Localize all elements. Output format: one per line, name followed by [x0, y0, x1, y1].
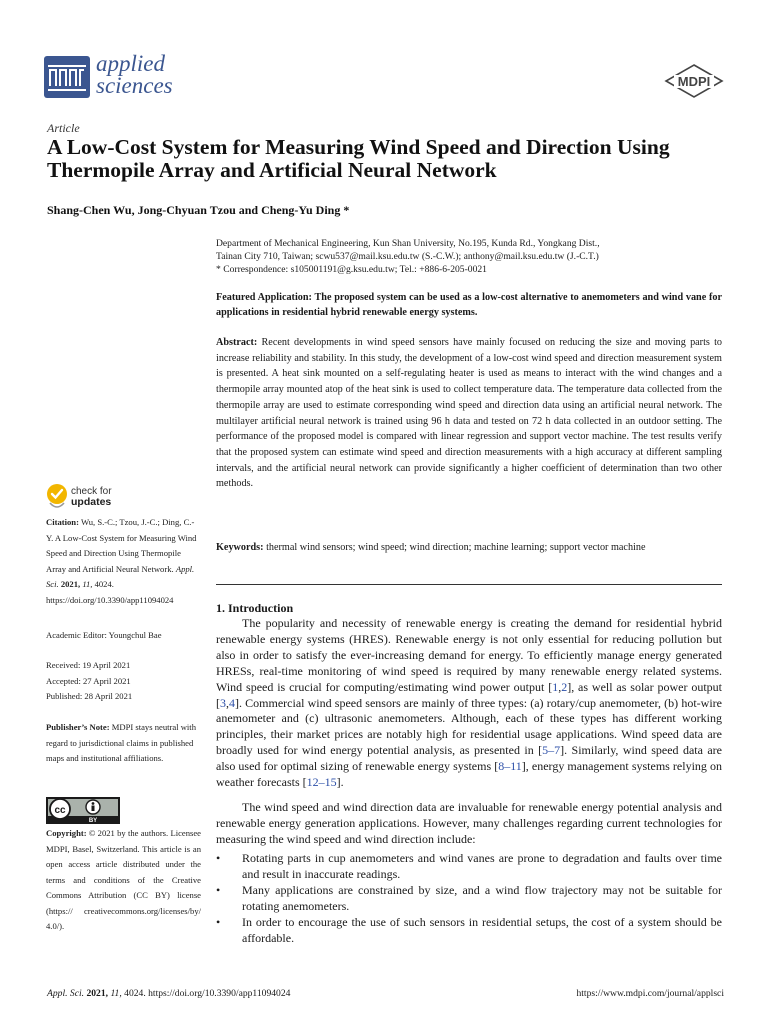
- intro-paragraph-1: [216, 616, 722, 791]
- abstract-text: Recent developments in wind speed sensors have mainly focused on reducing the size and moving parts to increase reliability and stability. In this study, the development of a low-cost wind speed and direction measurement system is presented. A heat sink mounted on a self-regulating heater is used as means to interact with the wind changes and a thermopile array mounted atop of the heat sink is used to collect temperature data. The temperature data collected from the thermopile array are used to estimate corresponding wind speed and direction data using an artificial neural network. The multilayer artificial neural network is trained using 96 h data and tested on 72 h data collected in an outdoor setting. The performance of the proposed model is compared with linear regression and support vector machine. The test results verify that the proposed system can estimate wind speed and direction measurements with a high accuracy at different sampling intervals, and the artificial neural network can provide significantly a higher coefficient of determination than two other methods.: [216, 337, 722, 490]
- intro-paragraph-2: The wind speed and wind direction data are invaluable for renewable energy potential analysis and renewable energy generation applications. However, many challenges regarding current technologies for measuring the wind speed and wind direction include:: [216, 800, 722, 846]
- footer-journal-url[interactable]: https://www.mdpi.com/journal/applsci: [576, 988, 724, 999]
- published-date: Published: 28 April 2021: [46, 691, 133, 701]
- correspondence: * Correspondence: s105001191@g.ksu.edu.tw; Tel.: +886-6-205-0021: [216, 264, 487, 275]
- copyright-text: © 2021 by the authors. Licensee MDPI, Basel, Switzerland. This article is an open access article distributed under the terms and conditions of the Creative Commons Attribution (CC BY) license (https:// creativecommons.org/licenses/by/ 4.0/).: [46, 828, 201, 931]
- check-updates-line2: updates: [71, 496, 112, 508]
- reference-link[interactable]: 8–11: [498, 759, 522, 774]
- paragraph-text: ], energy management systems relying on weather forecasts [: [216, 759, 722, 790]
- citation: [46, 515, 201, 608]
- footer-citation: [47, 988, 290, 999]
- list-item: • Rotating parts in cup anemometers and wind vanes are prone to degradation and faults over time and result in inaccurate readings.: [216, 851, 722, 883]
- copyright: [46, 826, 201, 935]
- paragraph-text: ], as well as solar power output [: [216, 679, 722, 710]
- keywords-label: Keywords:: [216, 542, 264, 553]
- journal-name: [96, 53, 173, 97]
- keywords-text: thermal wind sensors; wind speed; wind direction; machine learning; support vector machine: [266, 542, 646, 553]
- svg-text:cc: cc: [54, 805, 66, 816]
- article-title: A Low-Cost System for Measuring Wind Speed and Direction Using Thermopile Array and Artificial Neural Network: [47, 135, 670, 182]
- abstract: [216, 335, 722, 492]
- affiliation-block: [216, 237, 726, 276]
- publishers-note: [46, 720, 201, 767]
- featured-application: [216, 290, 722, 321]
- paragraph-text: ].: [336, 775, 344, 790]
- citation-year: 2021,: [60, 579, 81, 589]
- mdpi-logo-icon: [664, 64, 724, 98]
- reference-link[interactable]: 12–15: [306, 775, 337, 790]
- reference-link[interactable]: 3: [220, 695, 226, 710]
- authors: Shang-Chen Wu, Jong-Chyuan Tzou and Cheng-Yu Ding *: [47, 203, 350, 217]
- citation-text: Wu, S.-C.; Tzou, J.-C.; Ding, C.-Y. A Low-Cost System for Measuring Wind Speed and Direction Using Thermopile Array and Artificial Neural Network.: [46, 517, 197, 574]
- check-for-updates-button[interactable]: [46, 483, 136, 513]
- reference-separator: ,: [558, 679, 562, 694]
- challenge-list: [216, 851, 722, 946]
- reference-separator: ,: [226, 695, 229, 710]
- publishers-note-label: Publisher’s Note:: [46, 722, 110, 732]
- paragraph-text: ]. Similarly, wind speed data are also used for optimal sizing of renewable energy systems [: [216, 743, 723, 774]
- journal-name-line1: applied: [96, 51, 165, 76]
- paragraph-text: The popularity and necessity of renewable energy is creating the demand for residential hybrid renewable energy systems (HRES). Renewable energy is not only essential for reducing pollution but also in order to satisfy the ever-increasing demand for energy. To efficiently manage energy generated HRESs, real-time monitoring of wind speed is required by many renewable energy related systems. Wind speed is crucial for computing/estimating wind power output [: [216, 616, 722, 694]
- citation-volume: 11,: [82, 579, 93, 589]
- citation-journal: Appl. Sci.: [46, 563, 195, 589]
- publishers-note-text: MDPI stays neutral with regard to jurisdictional claims in published maps and institutional affiliations.: [46, 722, 196, 763]
- reference-link[interactable]: 5–7: [542, 743, 561, 758]
- received-date: Received: 19 April 2021: [46, 660, 131, 670]
- affiliation-line: Tainan City 710, Taiwan; scwu537@mail.ksu.edu.tw (S.-C.W.); anthony@mail.ksu.edu.tw (J.-C.T.): [216, 251, 599, 262]
- keywords: [216, 540, 722, 555]
- applied-sciences-logo-icon: [44, 56, 90, 98]
- list-item: • In order to encourage the use of such sensors in residential setups, the cost of a system should be affordable.: [216, 915, 722, 947]
- abstract-label: Abstract:: [216, 337, 258, 348]
- publication-dates: [46, 658, 201, 705]
- article-type: Article: [47, 121, 80, 135]
- copyright-label: Copyright:: [46, 828, 87, 838]
- academic-editor: Academic Editor: Youngchul Bae: [46, 630, 162, 640]
- reference-link[interactable]: 1: [552, 679, 559, 694]
- section-divider: [216, 584, 722, 585]
- footer-volume: 11,: [110, 988, 122, 999]
- cc-badge-label: BY: [88, 818, 98, 824]
- citation-label: Citation:: [46, 517, 79, 527]
- cc-by-license-icon[interactable]: [46, 797, 120, 824]
- paragraph-text: ]. Commercial wind speed sensors are mainly of three types: (a) rotary/cup anemometer, (b) hot-wire anemometer and (c) ultrasonic anemometers. Although, each of these types has different working principles, their market prices are notably high for residential usage applications. Wind speed data are broadly used for wind energy potential analysis, as presented in [: [216, 695, 722, 758]
- reference-link[interactable]: 4: [229, 695, 235, 710]
- footer-doi: 4024. https://doi.org/10.3390/app11094024: [124, 988, 291, 999]
- accepted-date: Accepted: 27 April 2021: [46, 675, 131, 686]
- affiliation-line: Department of Mechanical Engineering, Kun Shan University, No.195, Kunda Rd., Yongkang Dist.,: [216, 238, 600, 249]
- featured-text: The proposed system can be used as a low-cost alternative to anemometers and wind vane for applications in residential hybrid renewable energy systems.: [216, 292, 722, 319]
- journal-name-line2: sciences: [96, 73, 173, 98]
- footer-journal: Appl. Sci.: [47, 988, 85, 999]
- citation-doi: 4024. https://doi.org/10.3390/app11094024: [46, 579, 174, 605]
- footer-year: 2021,: [86, 988, 109, 999]
- check-updates-icon: [46, 483, 68, 509]
- publisher-name: MDPI: [677, 74, 711, 89]
- featured-label: Featured Application:: [216, 292, 312, 303]
- check-updates-line1: check for: [71, 486, 112, 497]
- section-heading: 1. Introduction: [216, 601, 294, 615]
- reference-link[interactable]: 2: [561, 679, 568, 694]
- check-updates-label: [71, 487, 112, 508]
- list-item: • Many applications are constrained by size, and a wind flow trajectory may not be suitable for rotating anemometers.: [216, 883, 722, 915]
